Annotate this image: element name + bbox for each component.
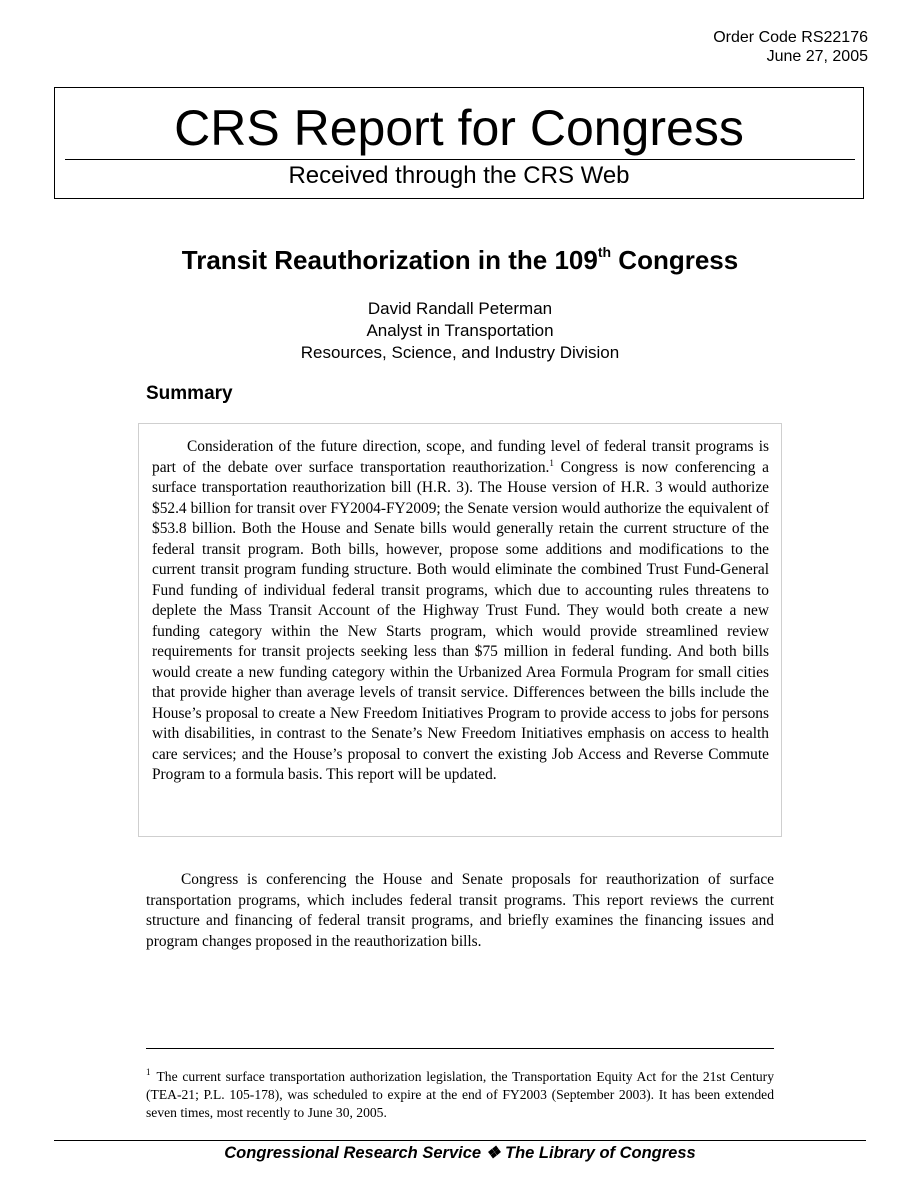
footnote — [146, 1068, 774, 1122]
summary-text-rest: Congress is now conferencing a surface transportation reauthorization bill (H.R. 3). The House version of H.R. 3 would authorize $52.4 billion for transit over FY2004-FY2009; the Senate version would authorize the equivalent of $53.8 billion. Both the House and Senate bills would generally retain the current structure of the federal transit program. Both bills, however, propose some additions and modifications to the current transit program funding structure. Both would eliminate the combined Trust Fund-General Fund funding of individual federal transit programs, which due to accounting rules threatens to deplete the Mass Transit Account of the Highway Trust Fund. They would both create a new funding category within the New Starts program, which would provide streamlined review requirements for transit projects seeking less than $75 million in federal funding. And both bills would create a new funding category within the Urbanized Area Formula Program for small cities that provide higher than average levels of transit service. Differences between the bills include the House’s proposal to create a New Freedom Initiatives Program to provide access to jobs for persons with disabilities, in contrast to the Senate’s New Freedom Initiatives emphasis on access to health care services; and the House’s proposal to convert the existing Job Access and Reverse Commute Program to a formula basis. This report will be updated. — [152, 458, 769, 783]
footnote-divider — [146, 1048, 774, 1049]
header-divider — [65, 159, 855, 160]
footer-text: Congressional Research Service ❖ The Library of Congress — [224, 1144, 696, 1162]
order-code: Order Code RS22176 — [713, 29, 868, 46]
summary-heading: Summary — [146, 383, 233, 404]
footer-divider — [54, 1140, 866, 1141]
author-division: Resources, Science, and Industry Division — [300, 343, 620, 362]
author-name: David Randall Peterman — [367, 299, 553, 318]
title-end: Congress — [611, 245, 739, 275]
title-main: Transit Reauthorization in the 109 — [181, 245, 598, 275]
author-role: Analyst in Transportation — [366, 321, 554, 340]
summary-box — [138, 423, 782, 837]
footnote-reference: 1 — [549, 457, 554, 468]
footnote-number: 1 — [146, 1067, 151, 1077]
report-series-subtitle: Received through the CRS Web — [288, 162, 630, 189]
summary-text-start: Consideration of the future direction, scope, and funding level of federal transit programs is part of the debate over surface transportation reauthorization. — [152, 438, 769, 476]
footnote-text: The current surface transportation authorization legislation, the Transportation Equity Act for the 21st Century (TEA-21; P.L. 105-178), was scheduled to expire at the end of FY2003 (September 2003). It has been extended seven times, most recently to June 30, 2005. — [146, 1069, 774, 1120]
report-series-title: CRS Report for Congress — [174, 100, 744, 156]
body-paragraph: Congress is conferencing the House and Senate proposals for reauthorization of surface transportation programs, which includes federal transit programs. This report reviews the current structure and financing of federal transit programs, and briefly examines the financing issues and program changes proposed in the reauthorization bills. — [146, 871, 774, 950]
document-title — [0, 244, 920, 276]
title-superscript: th — [597, 244, 612, 260]
author-block — [0, 298, 920, 364]
summary-paragraph — [152, 437, 769, 786]
order-info — [713, 28, 868, 66]
report-header-box — [54, 87, 864, 199]
report-date: June 27, 2005 — [766, 48, 868, 65]
